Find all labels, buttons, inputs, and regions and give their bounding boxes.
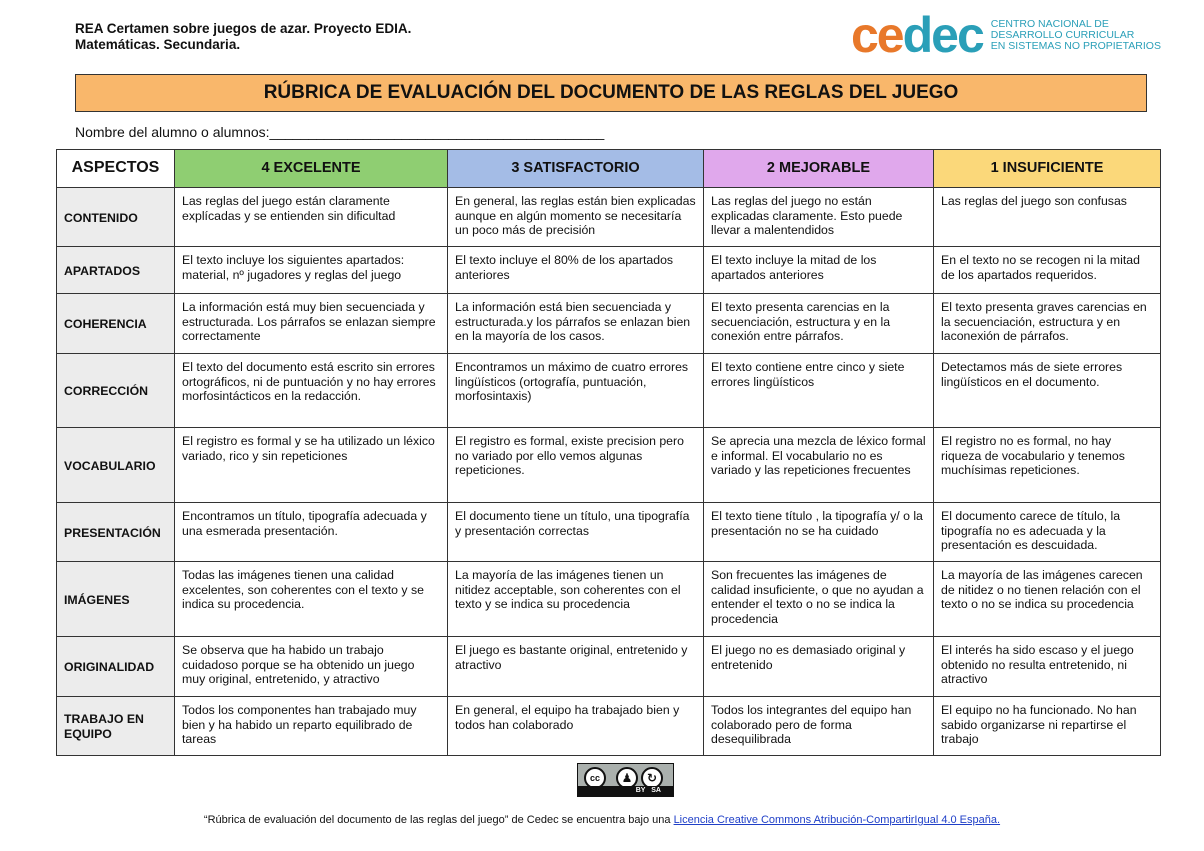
logo-sub-line-1: CENTRO NACIONAL DE (990, 17, 1109, 30)
rubric-cell: El texto presenta carencias en la secuenciación, estructura y en la conexión entre párrafos. (704, 294, 934, 354)
rubric-cell: Detectamos más de siete errores lingüísticos en el documento. (934, 354, 1161, 428)
rubric-cell: La mayoría de las imágenes tienen un nitidez acceptable, son coherentes con el texto y se indica su procedencia (448, 562, 704, 637)
logo-word-part-2: dec (902, 7, 983, 63)
table-row (57, 697, 1161, 756)
cc-by-label: BY (635, 787, 646, 794)
rubric-cell: Todos los integrantes del equipo han colaborado pero de forma desequilibrada (704, 697, 934, 756)
aspect-label: CONTENIDO (57, 188, 175, 247)
cedec-logo (851, 7, 1161, 63)
person-icon: ♟ (616, 767, 638, 789)
aspect-label: VOCABULARIO (57, 428, 175, 503)
header-insuficiente: 1 INSUFICIENTE (934, 150, 1161, 188)
cc-icon: cc (584, 767, 606, 789)
rubric-cell: Todos los componentes han trabajado muy bien y ha habido un reparto equilibrado de tareas (175, 697, 448, 756)
rubric-cell: El juego es bastante original, entretenido y atractivo (448, 637, 704, 697)
rubric-cell: Las reglas del juego están claramente explícadas y se entienden sin dificultad (175, 188, 448, 247)
rubric-cell: En general, las reglas están bien explicadas aunque en algún momento se necesitaría un poco más de precisión (448, 188, 704, 247)
aspect-label: PRESENTACIÓN (57, 503, 175, 562)
rubric-cell: El texto presenta graves carencias en la secuenciación, estructura y en laconexión de párrafos. (934, 294, 1161, 354)
rubric-cell: El texto del documento está escrito sin errores ortográficos, ni de puntuación y no hay errores morfosintácticos en la redacción. (175, 354, 448, 428)
aspect-label: APARTADOS (57, 247, 175, 294)
rubric-cell: Las reglas del juego no están explicadas claramente. Esto puede llevar a malentendidos (704, 188, 934, 247)
rubric-cell: Todas las imágenes tienen una calidad excelentes, son coherentes con el texto y se indica su procedencia. (175, 562, 448, 637)
header-mejorable: 2 MEJORABLE (704, 150, 934, 188)
logo-sub-line-3: EN SISTEMAS NO PROPIETARIOS (990, 39, 1161, 52)
table-row (57, 354, 1161, 428)
rubric-cell: El registro no es formal, no hay riqueza de vocabulario y tenemos muchísimas repeticiones. (934, 428, 1161, 503)
logo-sub-line-2: DESARROLLO CURRICULAR (990, 28, 1135, 41)
rubric-cell: El registro es formal y se ha utilizado un léxico variado, rico y sin repeticiones (175, 428, 448, 503)
cc-sa-label: SA (651, 787, 661, 794)
rubric-cell: La información está bien secuenciada y estructurada.y los párrafos se enlazan bien en la mayoría de los casos. (448, 294, 704, 354)
header-satisfactorio: 3 SATISFACTORIO (448, 150, 704, 188)
aspect-label: TRABAJO EN EQUIPO (57, 697, 175, 756)
rubric-cell: Encontramos un título, tipografía adecuada y una esmerada presentación. (175, 503, 448, 562)
rubric-cell: El documento carece de título, la tipografía no es adecuada y la presentación es descuidada. (934, 503, 1161, 562)
rubric-body (57, 188, 1161, 756)
rubric-cell: El texto incluye el 80% de los apartados anteriores (448, 247, 704, 294)
rubric-cell: El texto contiene entre cinco y siete errores lingüísticos (704, 354, 934, 428)
share-alike-icon: ↻ (641, 767, 663, 789)
table-row (57, 188, 1161, 247)
header-line-2: Matemáticas. Secundaria. (75, 37, 241, 52)
aspect-label: IMÁGENES (57, 562, 175, 637)
rubric-cell: El texto tiene título , la tipografía y/ o la presentación no se ha cuidado (704, 503, 934, 562)
rubric-cell: Se observa que ha habido un trabajo cuidadoso porque se ha obtenido un juego muy original, entretenido, y atractivo (175, 637, 448, 697)
rubric-table (56, 149, 1161, 756)
cc-by-sa-badge[interactable] (577, 763, 674, 797)
license-link[interactable]: Licencia Creative Commons Atribución-CompartirIgual 4.0 España. (673, 814, 1001, 826)
rubric-cell: La mayoría de las imágenes carecen de nitidez o no tienen relación con el texto o no se indica su procedencia (934, 562, 1161, 637)
rubric-cell: El texto incluye la mitad de los apartados anteriores (704, 247, 934, 294)
rubric-cell: Se aprecia una mezcla de léxico formal e informal. El vocabulario no es variado y las repeticiones frecuentes (704, 428, 934, 503)
table-row (57, 562, 1161, 637)
table-row (57, 428, 1161, 503)
license-text: “Rúbrica de evaluación del documento de las reglas del juego” de Cedec se encuentra bajo una (203, 814, 674, 826)
cc-badge-bar (578, 786, 673, 796)
table-row (57, 247, 1161, 294)
table-row (57, 503, 1161, 562)
logo-word-part-1: ce (851, 7, 903, 63)
rubric-cell: La información está muy bien secuenciada y estructurada. Los párrafos se enlazan siempre correctamente (175, 294, 448, 354)
rubric-header-row (57, 150, 1161, 188)
rubric-cell: El interés ha sido escaso y el juego obtenido no resulta entretenido, ni atractivo (934, 637, 1161, 697)
student-name-line: Nombre del alumno o alumnos:___________________________________________ (75, 124, 605, 140)
rubric-cell: El juego no es demasiado original y entretenido (704, 637, 934, 697)
table-row (57, 294, 1161, 354)
rubric-cell: En el texto no se recogen ni la mitad de los apartados requeridos. (934, 247, 1161, 294)
aspect-label: CORRECCIÓN (57, 354, 175, 428)
rubric-cell: El equipo no ha funcionado. No han sabido organizarse ni repartirse el trabajo (934, 697, 1161, 756)
rubric-cell: Son frecuentes las imágenes de calidad insuficiente, o que no ayudan a entender el texto o no se indica la procedencia (704, 562, 934, 637)
aspect-label: COHERENCIA (57, 294, 175, 354)
rubric-cell: El registro es formal, existe precision pero no variado por ello vemos algunas repeticiones. (448, 428, 704, 503)
table-row (57, 637, 1161, 697)
license-footer (0, 814, 1204, 826)
header-excelente: 4 EXCELENTE (175, 150, 448, 188)
aspect-label: ORIGINALIDAD (57, 637, 175, 697)
rubric-cell: Encontramos un máximo de cuatro errores lingüísticos (ortografía, puntuación, morfosintaxis) (448, 354, 704, 428)
rubric-cell: En general, el equipo ha trabajado bien y todos han colaborado (448, 697, 704, 756)
document-header (75, 21, 411, 53)
header-line-1: REA Certamen sobre juegos de azar. Proyecto EDIA. (75, 21, 412, 36)
header-aspectos: ASPECTOS (57, 150, 175, 188)
rubric-cell: El documento tiene un título, una tipografía y presentación correctas (448, 503, 704, 562)
cedec-logo-subtitle (991, 19, 1161, 52)
rubric-cell: Las reglas del juego son confusas (934, 188, 1161, 247)
rubric-title: RÚBRICA DE EVALUACIÓN DEL DOCUMENTO DE LAS REGLAS DEL JUEGO (75, 74, 1147, 112)
rubric-cell: El texto incluye los siguientes apartados: material, nº jugadores y reglas del juego (175, 247, 448, 294)
cedec-logo-word (851, 7, 983, 63)
